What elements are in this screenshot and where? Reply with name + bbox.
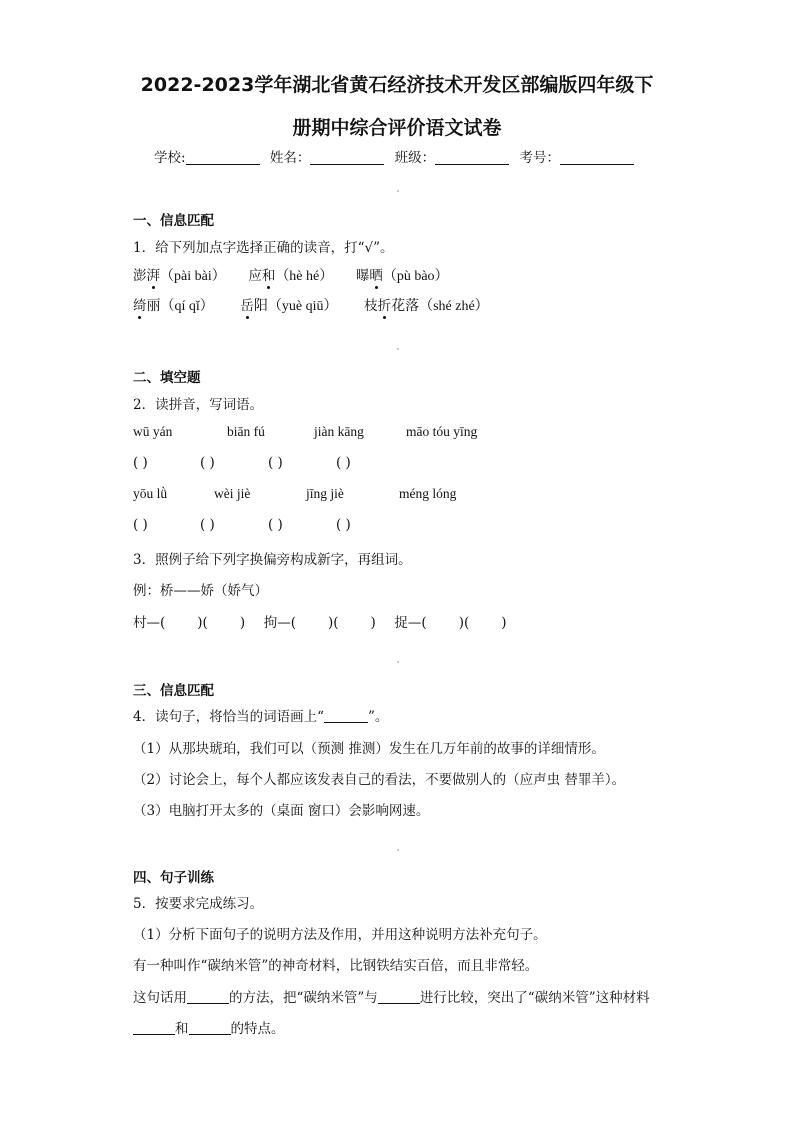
section-2-heading: 二、填空题 xyxy=(133,370,201,386)
q4-item-1: （1）从那块琥珀，我们可以（预测 推测）发生在几万年前的故事的详细情形。 xyxy=(133,741,605,757)
pinyin-6: wèi jiè xyxy=(214,486,251,501)
fill-line-2: 和 的特点。 xyxy=(133,1017,285,1037)
q5-sub-1: （1）分析下面句子的说明方法及作用，并用这种说明方法补充句子。 xyxy=(133,927,547,943)
pinyin-7: jīng jiè xyxy=(306,486,344,501)
name-label: 姓名： xyxy=(269,150,311,166)
pinyin-3: jiàn kāng xyxy=(314,424,364,439)
option-5: 岳阳（yuè qiū） xyxy=(240,298,337,314)
q1-row-2 xyxy=(133,294,489,315)
dotted-char: 晒 xyxy=(369,264,383,284)
option-3: 曝晒（pù bào） xyxy=(356,268,449,284)
dotted-char: 折 xyxy=(378,294,392,314)
q1-row-1 xyxy=(133,264,449,285)
answer-box[interactable]: ( ) xyxy=(200,517,215,533)
blank-compare[interactable] xyxy=(378,991,420,1004)
question-4: 4．读句子，将恰当的词语画上“ ”。 xyxy=(133,709,389,725)
dotted-char: 湃 xyxy=(147,264,161,284)
separator-dot xyxy=(397,348,399,350)
question-3: 3．照例子给下列字换偏旁构成新字，再组词。 xyxy=(133,552,412,568)
class-label: 班级： xyxy=(394,150,436,166)
underline-sample xyxy=(324,710,368,723)
question-2: 2．读拼音，写词语。 xyxy=(133,397,264,413)
example-line: 例：桥——娇（娇气） xyxy=(133,583,268,599)
char-item-3: 捉—( )( ) xyxy=(394,615,507,631)
answer-box[interactable]: ( ) xyxy=(268,517,283,533)
section-4-heading: 四、句子训练 xyxy=(133,870,214,886)
answer-box[interactable]: ( ) xyxy=(268,455,283,471)
blank-method[interactable] xyxy=(187,991,229,1004)
pinyin-4: māo tóu yīng xyxy=(406,424,478,439)
exam-no-label: 考号： xyxy=(519,150,560,166)
pinyin-2: biān fú xyxy=(227,424,265,439)
radical-row xyxy=(133,611,507,631)
pinyin-1: wū yán xyxy=(133,424,173,439)
char-item-1: 村—( )( ) xyxy=(133,615,246,631)
pinyin-5: yōu lǜ xyxy=(133,486,168,501)
name-blank[interactable] xyxy=(310,150,384,165)
exam-no-blank[interactable] xyxy=(560,150,634,165)
blank-feature-1[interactable] xyxy=(133,1022,175,1035)
dotted-char: 岳 xyxy=(240,294,254,314)
fill-line-1: 这句话用 的方法，把“碳纳米管”与 进行比较，突出了“碳纳米管”这种材料 xyxy=(133,990,650,1006)
q4-item-3: （3）电脑打开太多的（桌面 窗口）会影响网速。 xyxy=(133,803,430,819)
question-5: 5．按要求完成练习。 xyxy=(133,896,264,912)
section-3-heading: 三、信息匹配 xyxy=(133,683,214,699)
separator-dot xyxy=(397,849,399,851)
school-blank[interactable] xyxy=(186,150,260,165)
example-sentence: 有一种叫作“碳纳米管”的神奇材料，比钢铁结实百倍，而且非常轻。 xyxy=(133,958,539,974)
option-1: 澎湃（pài bài） xyxy=(133,268,226,284)
blank-feature-2[interactable] xyxy=(189,1022,231,1035)
option-2: 应和（hè hé） xyxy=(248,268,333,284)
title-line-1: 2022-2023学年湖北省黄石经济技术开发区部编版四年级下 xyxy=(140,74,654,96)
section-1-heading: 一、信息匹配 xyxy=(133,213,214,229)
char-item-2: 拘—( )( ) xyxy=(263,615,376,631)
school-label: 学校: xyxy=(154,150,186,166)
dotted-char: 和 xyxy=(262,264,276,284)
student-info-line xyxy=(0,146,794,166)
separator-dot xyxy=(397,190,399,192)
answer-box[interactable]: ( ) xyxy=(336,455,351,471)
title-line-2: 册期中综合评价语文试卷 xyxy=(292,117,502,139)
answer-box[interactable]: ( ) xyxy=(336,517,351,533)
answer-box[interactable]: ( ) xyxy=(200,455,215,471)
pinyin-8: méng lóng xyxy=(399,486,457,501)
answer-box[interactable]: ( ) xyxy=(133,455,148,471)
option-6: 枝折花落（shé zhé） xyxy=(364,298,489,314)
dotted-char: 绮 xyxy=(133,294,147,314)
class-blank[interactable] xyxy=(435,150,509,165)
separator-dot xyxy=(397,661,399,663)
answer-box[interactable]: ( ) xyxy=(133,517,148,533)
question-1: 1．给下列加点字选择正确的读音，打“√”。 xyxy=(133,240,394,256)
option-4: 绮丽（qí qǐ） xyxy=(133,298,214,314)
q4-item-2: （2）讨论会上，每个人都应该发表自己的看法，不要做别人的（应声虫 替罪羊）。 xyxy=(133,772,626,788)
